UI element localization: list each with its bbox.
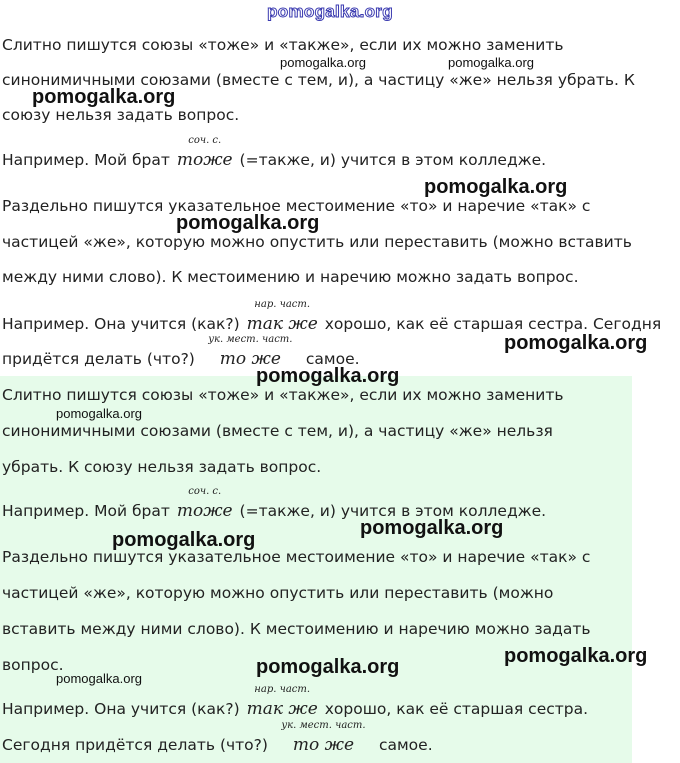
text-line: Слитно пишутся союзы «тоже» и «также», если их можно заменить [2,386,564,404]
watermark: pomogalka.org [256,365,400,387]
example-text: (=также, и) учится в этом колледже. [239,502,547,520]
watermark: pomogalka.org [32,86,176,108]
example-text: Например. Она учится (как?) [2,315,240,333]
example-text: (=также, и) учится в этом колледже. [239,151,547,169]
watermark: pomogalka.org [504,332,648,354]
site-logo: pomogalka.org [267,2,393,21]
example-text: Например. Она учится (как?) [2,700,240,718]
site-header [0,0,680,24]
example-line [2,135,547,170]
text-line: союзу нельзя задать вопрос. [2,106,240,124]
text-line: между ними слово). К местоимению и наречию можно задать вопрос. [2,268,579,286]
watermark: pomogalka.org [176,212,320,234]
example-text: Сегодня придётся делать (что?) [2,736,268,754]
example-text: придётся делать (что?) [2,350,195,368]
handwritten-note: соч. с. [188,135,222,146]
text-line: частицей «же», которую можно опустить или переставить (можно вставить [2,233,632,251]
text-line: вопрос. [2,656,64,674]
handwritten-word: соч. с. тоже [176,135,233,170]
text-line: Слитно пишутся союзы «тоже» и «также», если их можно заменить [2,36,564,54]
watermark: pomogalka.org [256,656,400,678]
watermark: pomogalka.org [56,671,142,686]
example-text: самое. [305,350,360,368]
watermark: pomogalka.org [448,55,534,70]
example-text: Например. Мой брат [2,502,170,520]
text-line: синонимичными союзами (вместе с тем, и), а частицу «же» нельзя [2,422,553,440]
text-line: вставить между ними слово). К местоимению и наречию можно задать [2,620,591,638]
handwritten-word: нар. част. так же [246,684,318,719]
handwritten-note: нар. част. [254,684,311,695]
watermark: pomogalka.org [112,529,256,551]
text-line: Раздельно пишутся указательное местоимение «то» и наречие «так» с [2,548,591,566]
example-line [2,684,589,719]
watermark: pomogalka.org [56,406,142,421]
example-text: Например. Мой брат [2,151,170,169]
example-line [2,720,433,755]
text-line: синонимичными союзами (вместе с тем, и), а частицу «же» нельзя убрать. К [2,71,635,89]
text-line: частицей «же», которую можно опустить или переставить (можно [2,584,554,602]
example-text: хорошо, как её старшая сестра. [324,700,589,718]
handwritten-note: ук. мест. част. [208,334,293,345]
example-text: самое. [378,736,433,754]
text-line: убрать. К союзу нельзя задать вопрос. [2,458,322,476]
example-line [2,299,662,334]
watermark: pomogalka.org [504,645,648,667]
handwritten-word: ук. мест. част. то же [281,720,366,755]
handwritten-note: соч. с. [188,486,222,497]
text-line: Раздельно пишутся указательное местоимение «то» и наречие «так» с [2,197,591,215]
handwritten-word: ук. мест. част. то же [208,334,293,369]
watermark: pomogalka.org [424,176,568,198]
handwritten-note: нар. част. [254,299,311,310]
watermark: pomogalka.org [360,517,504,539]
handwritten-word: соч. с. тоже [176,486,233,521]
example-text: хорошо, как её старшая сестра. Сегодня [324,315,662,333]
handwritten-word: нар. част. так же [246,299,318,334]
watermark: pomogalka.org [280,55,366,70]
handwritten-note: ук. мест. част. [281,720,366,731]
